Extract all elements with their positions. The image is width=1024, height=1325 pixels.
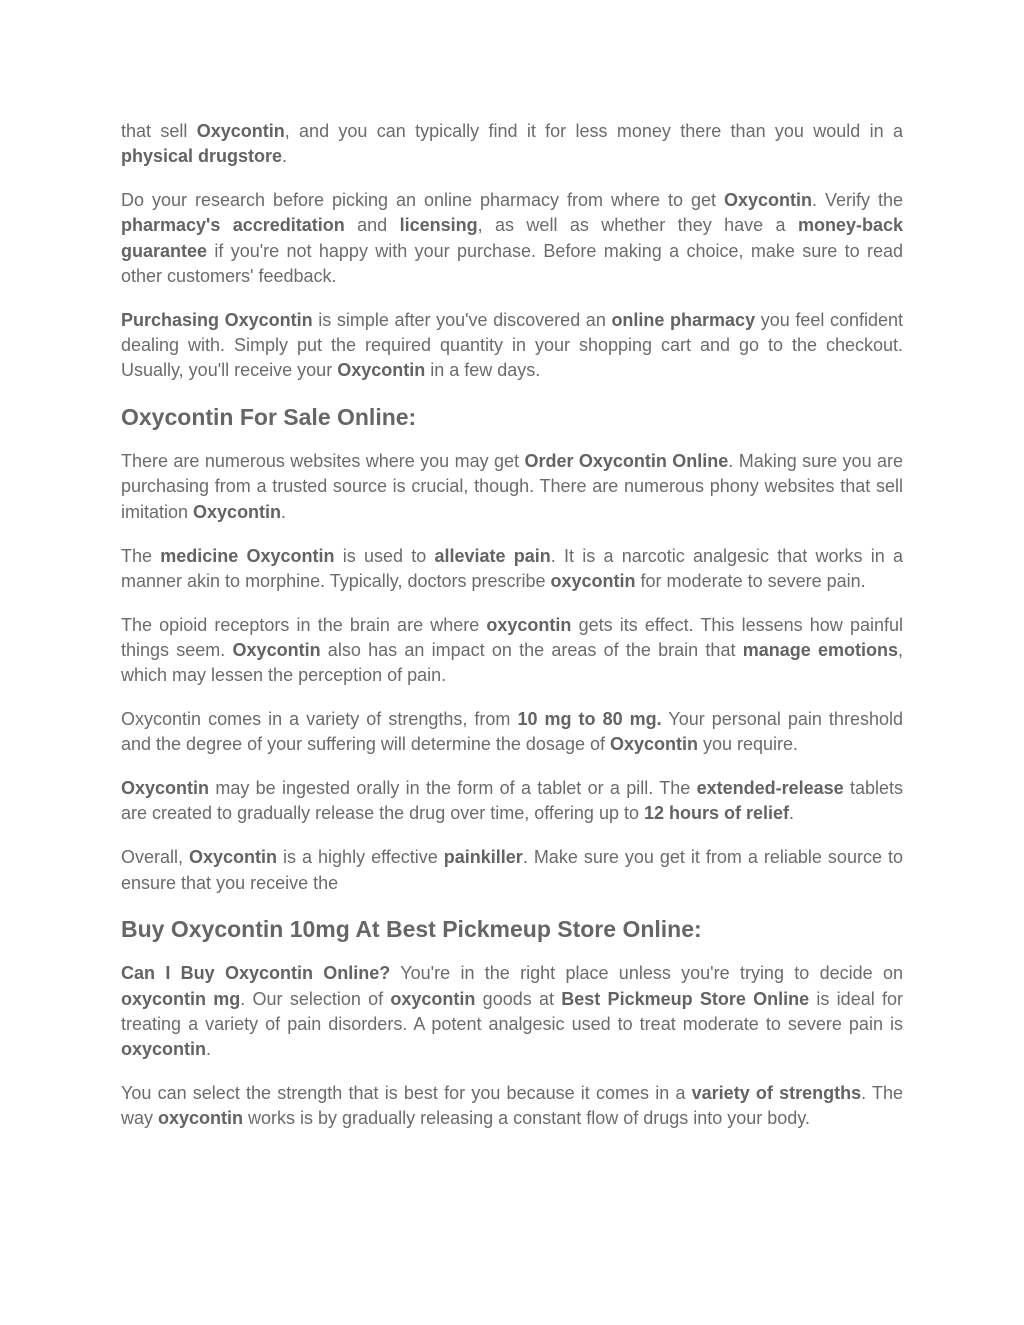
bold-text: Oxycontin [196,121,285,141]
paragraph [121,961,903,1062]
text-run: The opioid receptors in the brain are where [121,614,487,635]
text-run: and [344,215,400,236]
bold-text: licensing [399,215,478,236]
text-run: . The way [121,1083,904,1129]
text-run: You can select the strength that is best for you because it comes in a [121,1083,692,1104]
text-run: also has an impact on the areas of the brain that [320,639,743,660]
text-run: tablets are created to gradually release the drug over time, offering up to [121,778,903,824]
bold-text: medicine Oxycontin [160,545,335,566]
text-run: . [281,501,287,522]
text-run: you require. [698,734,799,755]
text-run: , which may lessen the perception of pain. [121,639,903,686]
text-run: you feel confident dealing with. Simply put the required quantity in your shopping cart and go to the checkout. Usually, you'll receive your [121,309,903,381]
document-page [121,119,903,1150]
text-run: . [282,146,288,167]
bold-text: oxycontin [158,1108,244,1129]
text-run: Oxycontin comes in a variety of strengths, from [121,709,518,730]
bold-text: physical drugstore [121,146,283,167]
bold-text: online pharmacy [611,309,756,330]
bold-text: oxycontin mg [121,988,241,1009]
paragraph [121,776,903,827]
text-run: You're in the right place unless you're trying to decide on [390,963,903,984]
text-run: is ideal for treating a variety of pain disorders. A potent analgesic used to treat moderate to severe pain is [121,988,903,1034]
bold-text: Order Oxycontin Online [524,451,729,472]
text-run: is a highly effective [277,847,444,868]
text-run: that sell [121,121,197,141]
text-run: may be ingested orally in the form of a tablet or a pill. The [209,778,697,799]
text-run: Overall, [121,847,190,868]
bold-text: Oxycontin [232,639,321,660]
bold-text: Oxycontin [121,778,210,799]
text-run: . Make sure you get it from a reliable source to ensure that you receive the [121,847,903,893]
paragraph [121,613,903,689]
text-run: in a few days. [425,360,541,381]
text-run: is simple after you've discovered an [312,309,612,330]
text-run: . Making sure you are purchasing from a trusted source is crucial, though. There are numerous phony websites that sell imitation [121,451,903,522]
text-run: . Our selection of [240,988,391,1009]
bold-text: Can I Buy Oxycontin Online? [121,963,391,984]
paragraph [121,544,903,595]
bold-text: oxycontin [486,614,572,635]
text-run: works is by gradually releasing a constant flow of drugs into your body. [243,1108,810,1129]
text-run: goods at [475,988,562,1009]
bold-text: manage emotions [742,639,898,660]
text-run: Do your research before picking an online pharmacy from where to get [121,190,724,211]
text-run: , and you can typically find it for less money there than you would in a [284,121,903,141]
text-run: . [789,803,795,824]
text-run: . It is a narcotic analgesic that works in a manner akin to morphine. Typically, doctors prescribe [121,545,904,591]
bold-text: oxycontin [550,570,636,591]
bold-text: money-back guarantee [121,215,903,261]
bold-text: extended-release [696,778,844,799]
bold-text: oxycontin [390,988,476,1009]
section-heading: Oxycontin For Sale Online: [121,404,417,431]
paragraph [121,1081,903,1132]
text-run: . [206,1039,212,1060]
bold-text: Oxycontin [193,501,282,522]
paragraph [121,188,903,289]
bold-text: painkiller [443,847,523,868]
paragraph [121,308,903,384]
text-run: . Verify the [812,190,903,211]
bold-text: 10 mg to 80 mg. [517,709,662,730]
paragraph [121,845,903,896]
text-run: is used to [334,545,435,566]
section-heading: Buy Oxycontin 10mg At Best Pickmeup Store Online: [121,916,702,943]
bold-text: variety of strengths [691,1083,862,1104]
text-run: gets its effect. This lessens how painful things seem. [121,614,903,660]
text-run: The [121,545,161,566]
text-run: for moderate to severe pain. [635,570,866,591]
bold-text: Purchasing Oxycontin [121,309,313,330]
paragraph [121,707,903,758]
bold-text: Oxycontin [189,847,278,868]
text-run: Your personal pain threshold and the degree of your suffering will determine the dosage of [121,709,903,755]
paragraph [121,449,903,525]
text-run: if you're not happy with your purchase. Before making a choice, make sure to read other customers' feedback. [121,240,903,286]
bold-text: Oxycontin [609,734,698,755]
bold-text: pharmacy's accreditation [121,215,345,236]
bold-text: Oxycontin [723,190,812,211]
bold-text: alleviate pain [434,545,551,566]
bold-text: 12 hours of relief [643,803,790,824]
paragraph [121,119,903,170]
text-run: There are numerous websites where you may get [121,451,525,472]
bold-text: oxycontin [121,1039,207,1060]
bold-text: Best Pickmeup Store Online [561,988,810,1009]
text-run: , as well as whether they have a [477,215,798,236]
bold-text: Oxycontin [337,360,426,381]
